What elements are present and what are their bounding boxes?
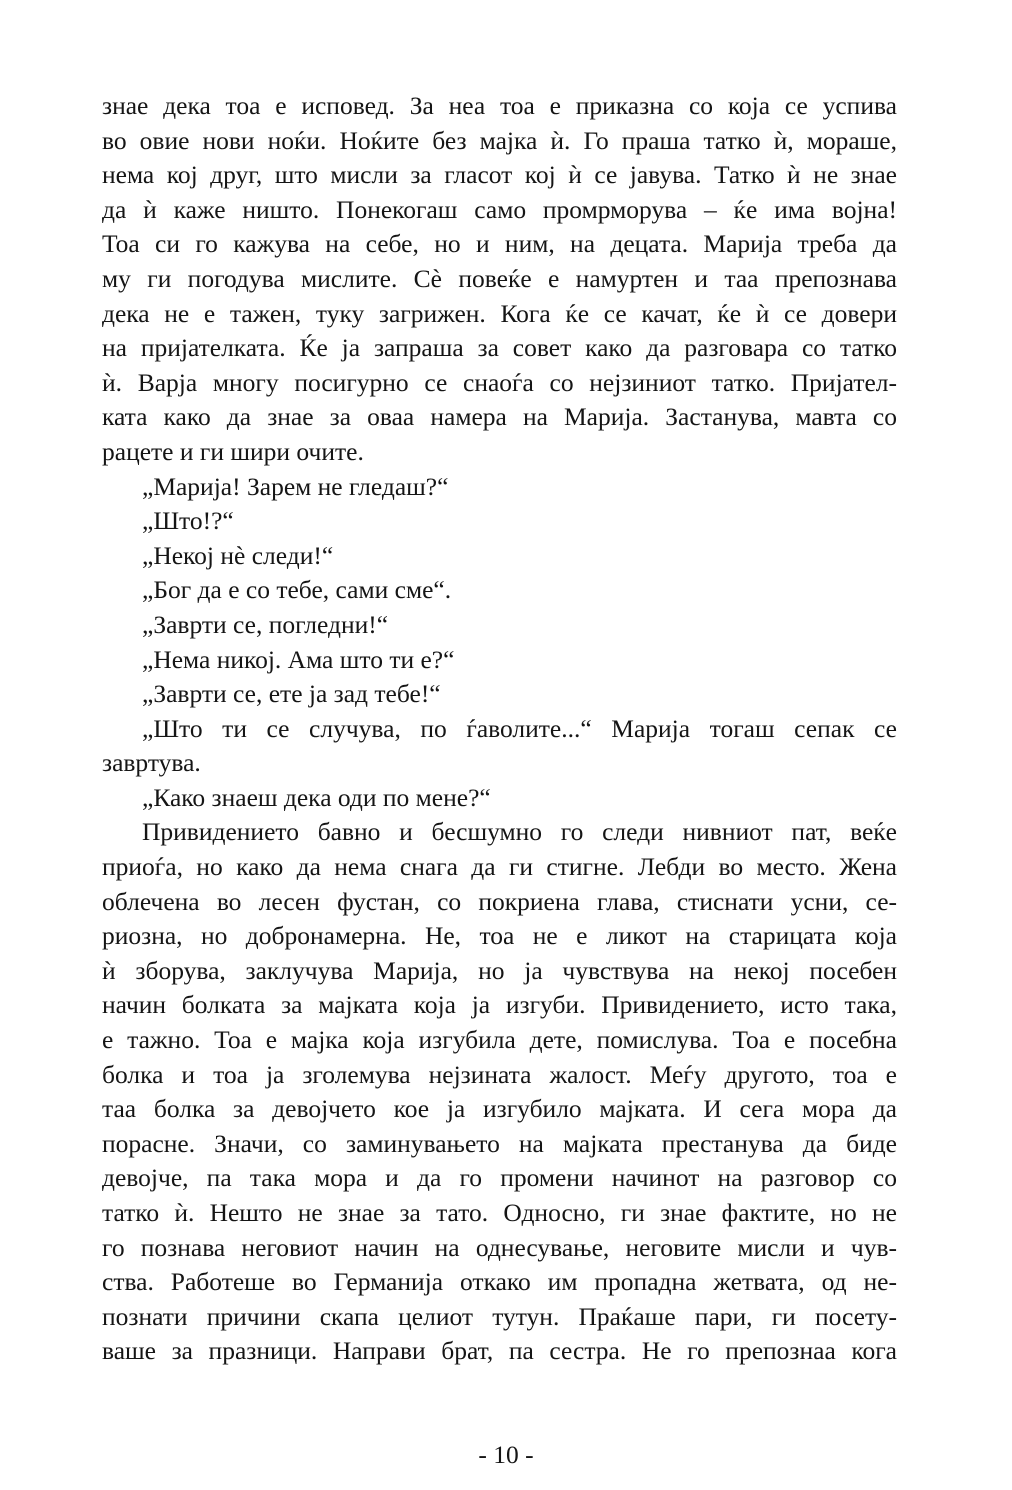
text-line: го познава неговиот начин на однесување, неговите мисли и чув- (102, 1232, 897, 1262)
text-line: „Нема никој. Ама што ти е?“ (142, 644, 455, 674)
text-line: начин болката за мајката која ја изгуби. Привидението, исто така, (102, 990, 897, 1020)
text-line: „Како знаеш дека оди по мене?“ (142, 782, 491, 812)
text-line: болка и тоа ја зголемува нејзината жалост. Меѓу другото, тоа е (102, 1059, 897, 1089)
text-line: порасне. Значи, со заминувањето на мајката престанува да биде (102, 1128, 897, 1158)
text-line: „Заврти се, ете ја зад тебе!“ (142, 679, 441, 709)
text-line: „Марија! Зарем не гледаш?“ (142, 471, 449, 501)
text-line: ѝ. Варја многу посигурно се снаоѓа со нејзиниот татко. Пријател- (102, 367, 897, 397)
text-line: таа болка за девојчето кое ја изгубило мајката. И сега мора да (102, 1094, 897, 1124)
text-line: „Што!?“ (142, 506, 234, 536)
text-line: татко ѝ. Нешто не знае за тато. Односно, ги знае фактите, но не (102, 1198, 897, 1227)
text-line: ваше за празници. Направи брат, па сестра. Не го препознаа кога (102, 1336, 897, 1366)
text-line: облечена во лесен фустан, со покриена глава, стиснати усни, се- (102, 886, 897, 916)
text-line: завртува. (102, 748, 201, 778)
text-line: девојче, па така мора и да го промени начинот на разговор со (102, 1163, 897, 1193)
text-line: во овие нови ноќи. Ноќите без мајка ѝ. Го праша татко ѝ, мораше, (102, 125, 897, 155)
text-line: „Некој нè следи!“ (142, 540, 334, 570)
text-line: е тажно. Тоа е мајка која изгубила дете, помислува. Тоа е посебна (102, 1025, 897, 1055)
text-line: риозна, но добронамерна. Не, тоа не е ликот на старицата која (102, 921, 897, 951)
text-line: познати причини скапа целиот тутун. Праќаше пари, ги посету- (102, 1301, 897, 1331)
page-body-text (102, 89, 897, 1369)
page-number: - 10 - (478, 1440, 534, 1469)
text-line: да ѝ каже ништо. Понекогаш само промрморува – ќе има војна! (102, 194, 897, 224)
text-line: „Бог да е со тебе, сами сме“. (142, 575, 452, 605)
text-line: знае дека тоа е исповед. За неа тоа е приказна со која се успива (102, 91, 897, 120)
text-line: Привидението бавно и бесшумно го следи нивниот пат, веќе (142, 817, 897, 847)
text-line: „Што ти се случува, по ѓаволите...“ Марија тогаш сепак се (142, 713, 897, 743)
text-line: нема кој друг, што мисли за гласот кој ѝ се јавува. Татко ѝ не знае (102, 160, 897, 190)
text-line: Тоа си го кажува на себе, но и ним, на децата. Марија треба да (102, 229, 897, 259)
text-line: ката како да знае за оваа намера на Марија. Застанува, мавта со (102, 402, 897, 432)
text-line: дека не е тажен, туку загрижен. Кога ќе се качат, ќе ѝ се довери (102, 298, 897, 328)
text-line: му ги погодува мислите. Сè повеќе е намуртен и таа препознава (102, 263, 897, 293)
text-line: ства. Работеше во Германија откако им пропадна жетвата, од не- (102, 1267, 897, 1297)
text-line: ѝ зборува, заклучува Марија, но ја чувствува на некој посебен (102, 955, 897, 985)
text-line: на пријателката. Ќе ја запраша за совет како да разговара со татко (102, 333, 897, 363)
text-line: „Заврти се, погледни!“ (142, 609, 389, 639)
text-line: приоѓа, но како да нема снага да ги стигне. Лебди во место. Жена (102, 852, 897, 882)
text-line: рацете и ги шири очите. (102, 436, 364, 466)
